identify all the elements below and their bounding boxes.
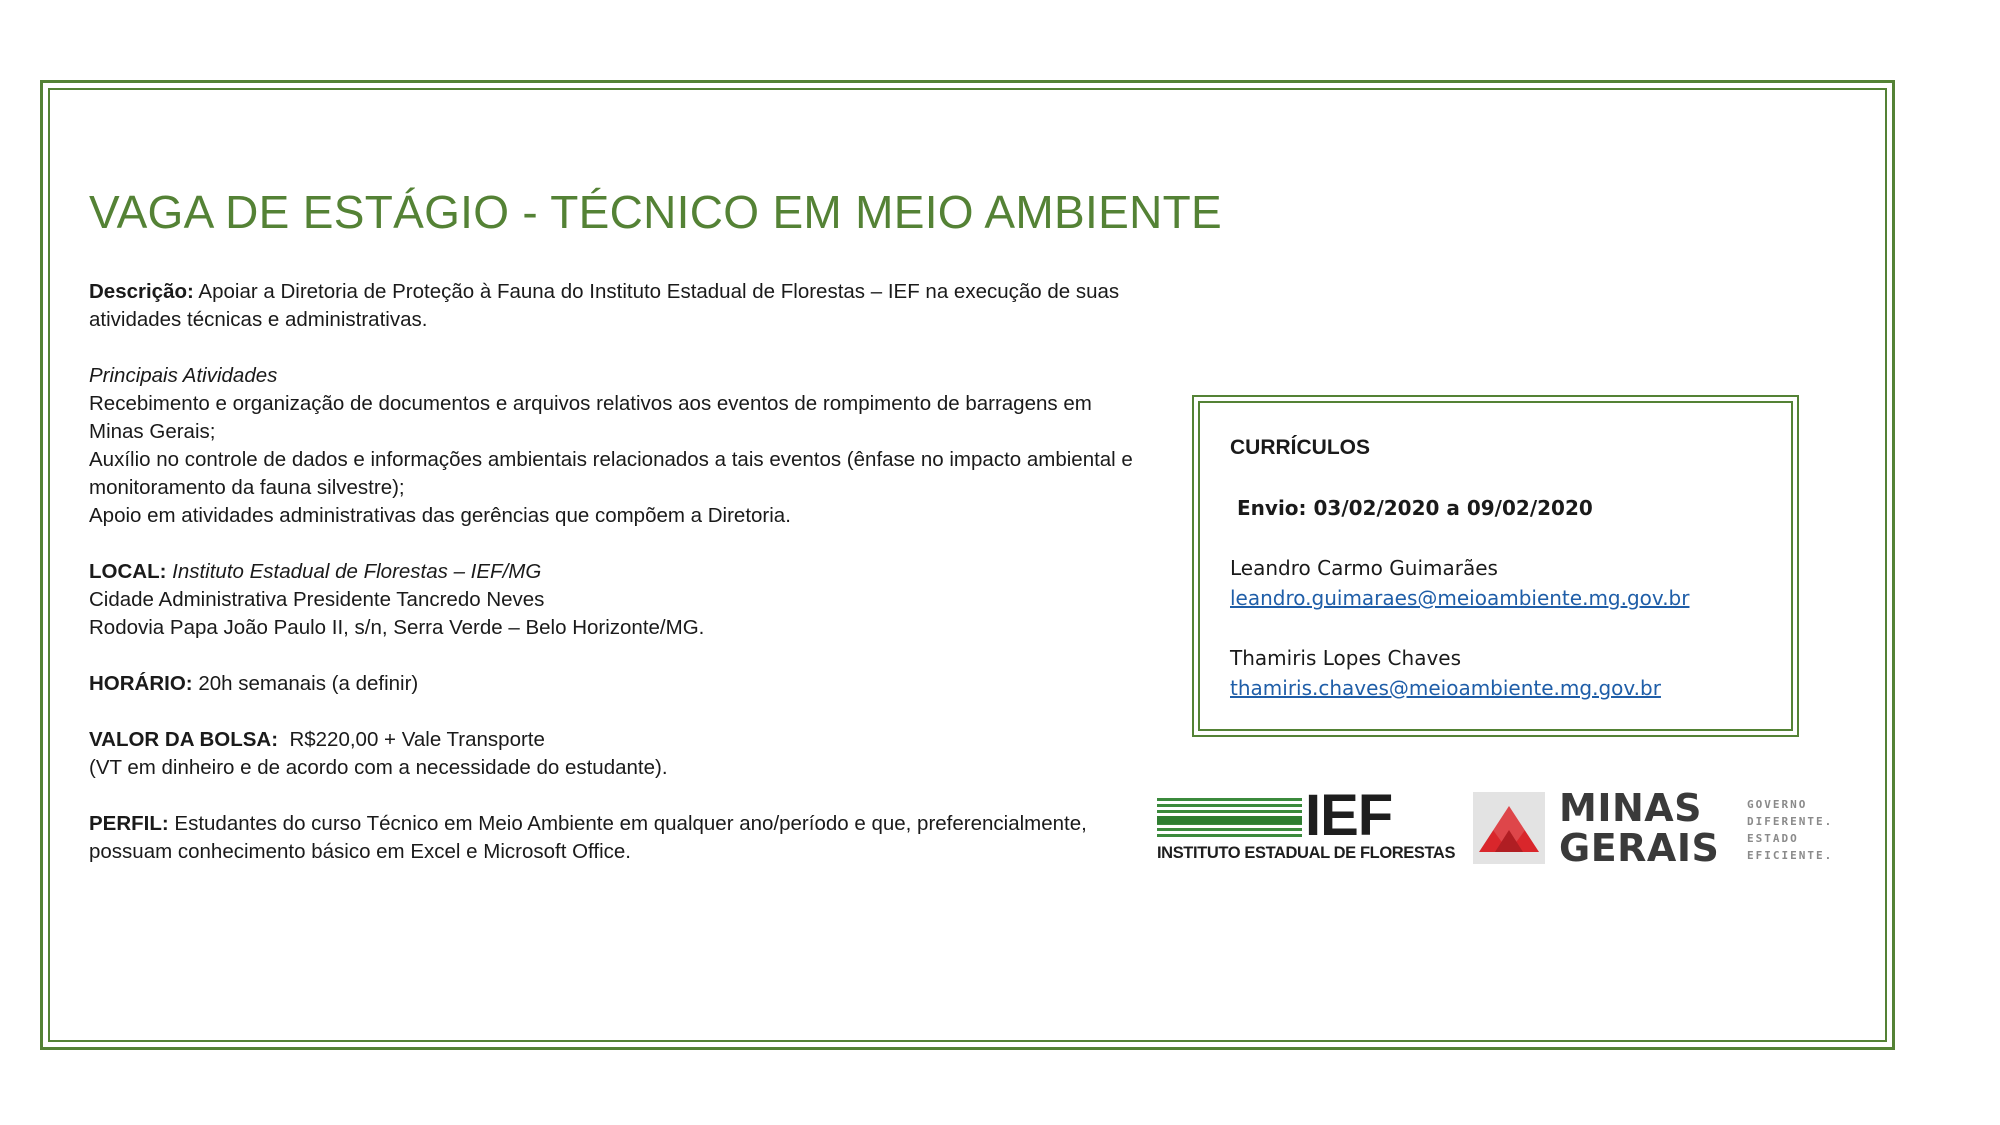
perfil-paragraph xyxy=(89,810,1149,866)
curriculos-content xyxy=(1230,433,1689,703)
ief-logo xyxy=(1157,783,1456,865)
ief-logo-subtitle: INSTITUTO ESTADUAL DE FLORESTAS xyxy=(1157,844,1456,862)
descricao-paragraph xyxy=(89,278,1149,334)
mg-tagline-line: GOVERNO xyxy=(1747,798,1808,811)
curriculos-title: CURRÍCULOS xyxy=(1230,436,1370,459)
atividades-heading: Principais Atividades xyxy=(89,364,278,387)
page-title: VAGA DE ESTÁGIO - TÉCNICO EM MEIO AMBIENTE xyxy=(89,186,1222,238)
job-description xyxy=(89,278,1149,866)
perfil-label: PERFIL: xyxy=(89,812,169,835)
local-address-2: Rodovia Papa João Paulo II, s/n, Serra Verde – Belo Horizonte/MG. xyxy=(89,616,705,639)
local-address-1: Cidade Administrativa Presidente Tancredo Neves xyxy=(89,588,545,611)
envio-dates: Envio: 03/02/2020 a 09/02/2020 xyxy=(1237,496,1593,520)
mg-tagline xyxy=(1747,796,1833,864)
bolsa-label: VALOR DA BOLSA: xyxy=(89,728,279,751)
local-label: LOCAL: xyxy=(89,560,167,583)
horario-line xyxy=(89,670,1149,698)
curriculos-box xyxy=(1192,395,1799,737)
atividade-item: Recebimento e organização de documentos e arquivos relativos aos eventos de rompimento de barragens em Minas Gerais; xyxy=(89,392,1092,443)
bolsa-line xyxy=(89,726,1149,754)
mg-line-1: MINAS xyxy=(1559,786,1703,830)
ief-logo-text: IEF xyxy=(1305,783,1393,848)
mg-tagline-line: EFICIENTE. xyxy=(1747,849,1834,862)
horario-label: HORÁRIO: xyxy=(89,672,193,695)
mg-line-2: GERAIS xyxy=(1559,826,1720,870)
contact-email-link[interactable]: leandro.guimaraes@meioambiente.mg.gov.br xyxy=(1230,586,1690,610)
contact-email-link[interactable]: thamiris.chaves@meioambiente.mg.gov.br xyxy=(1230,676,1661,700)
mountain-triangle-icon xyxy=(1473,792,1545,864)
bolsa-value: R$220,00 + Vale Transporte xyxy=(278,728,545,751)
mg-tagline-line: DIFERENTE. xyxy=(1747,815,1834,828)
local-line xyxy=(89,558,1149,586)
minas-gerais-wordmark xyxy=(1559,788,1719,868)
perfil-value: Estudantes do curso Técnico em Meio Ambiente em qualquer ano/período e que, preferencialmente, possuam conhecimento básico em Excel e Microsoft Office. xyxy=(89,812,1087,863)
descricao-label: Descrição: xyxy=(89,280,194,303)
atividade-item: Auxílio no controle de dados e informações ambientais relacionados a tais eventos (ênfase no impacto ambiental e monitoramento da fauna silvestre); xyxy=(89,448,1133,499)
minas-gerais-logo xyxy=(1473,786,1863,872)
horario-value: 20h semanais (a definir) xyxy=(192,672,419,695)
bolsa-note: (VT em dinheiro e de acordo com a necessidade do estudante). xyxy=(89,756,668,779)
descricao-text: Apoiar a Diretoria de Proteção à Fauna do Instituto Estadual de Florestas – IEF na execução de suas atividades técnicas e administrativas. xyxy=(89,280,1120,331)
contact-name: Thamiris Lopes Chaves xyxy=(1230,646,1462,670)
atividade-item: Apoio em atividades administrativas das gerências que compõem a Diretoria. xyxy=(89,504,791,527)
ief-stripes-icon xyxy=(1157,798,1302,840)
contact-name: Leandro Carmo Guimarães xyxy=(1230,556,1498,580)
local-value: Instituto Estadual de Florestas – IEF/MG xyxy=(166,560,542,583)
mg-tagline-line: ESTADO xyxy=(1747,832,1799,845)
